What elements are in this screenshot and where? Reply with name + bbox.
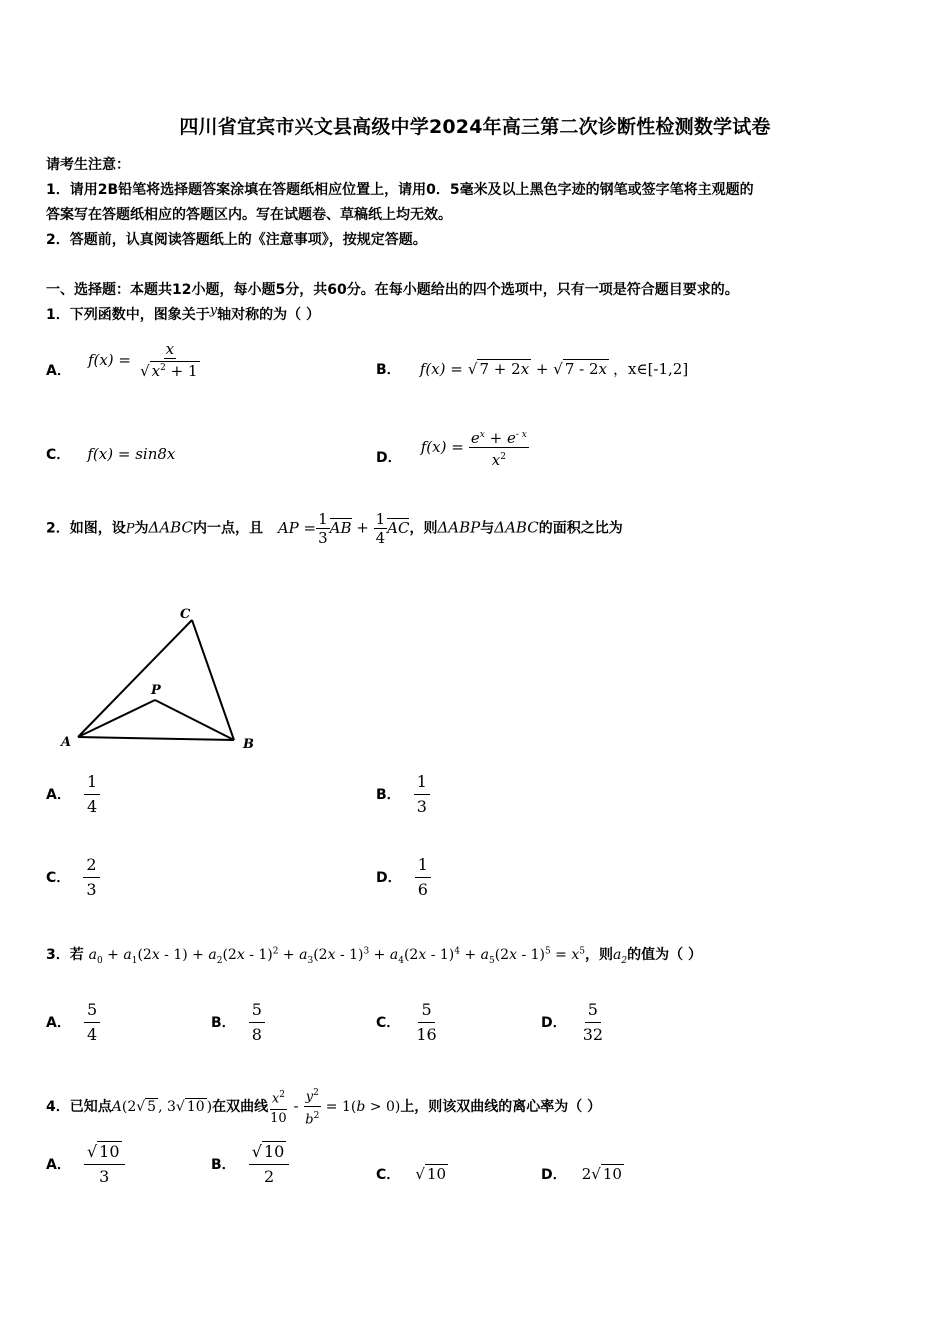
q1-option-b[interactable] [376,358,688,379]
figure-label-c: C [180,607,191,622]
notice-heading: 请考生注意： [46,157,130,173]
q3-label-d: D． [541,1015,567,1031]
segment-ac [78,620,192,737]
q2-prefix: 2．如图，设 [46,520,126,537]
figure-label-p: P [151,683,161,698]
q2-point-p: P [125,521,135,537]
q1-d-lhs: f(x) = [420,438,464,456]
q2-triangle-abc: ΔABC [148,518,193,537]
q1-label-c: C． [46,447,71,463]
q2-label-c: C． [46,870,71,886]
q4-frac-x: $\frac{x^2}{10}$ [268,1086,289,1127]
q1-label-a: A． [46,362,71,379]
q1-d-den: $x^2$ [491,451,506,469]
q4-option-d[interactable] [541,1164,624,1184]
q4-option-b[interactable] [211,1140,289,1189]
q2-mid3: ，则 [409,520,438,537]
q1-d-fraction [469,426,529,469]
q4-label-c: C． [376,1167,401,1183]
q1-b-rhs: √ 7 + 2x + √ 7 - 2x [467,360,607,378]
segment-ab [78,737,234,740]
q1-prefix: 1．下列函数中，图象关于 [46,307,210,323]
question-4-stem: 4．已知点A(2√ 5 , 3√ 10 )在双曲线 $\frac{x^2}{10}$ - $\frac{y^2}{b^2}$ = 1(b > 0)上，则该双曲线的离心率为（ ） [46,1084,601,1130]
q1-b-domain: ，x∈[-1,2] [613,360,689,378]
page-title: 四川省宜宾市兴文县高级中学2024年高三第二次诊断性检测数学试卷 [179,116,771,138]
q3-c-fraction: $\frac{5}{16}$ [416,1000,437,1044]
q4-frac-y: $\frac{y^2}{b^2}$ [303,1084,321,1130]
q2-mid1: 为 [134,520,149,537]
q3-a-fraction: $\frac{5}{4}$ [84,998,100,1047]
q4-eq-rhs: = 1(b > 0) [321,1098,401,1115]
q2-option-a[interactable] [46,770,100,819]
q1-d-num: $e^x + e^{- x}$ [469,426,529,448]
q4-option-c[interactable] [376,1164,448,1184]
q2-vector-ab: AB [329,518,352,537]
question-2-stem: 2．如图，设P为ΔABC内一点，且 AP = $\frac{1}{3}$ AB + $\frac{1}{4}$ AC，则ΔABP与ΔABC的面积之比为 [46,510,623,547]
q2-option-d[interactable] [376,853,431,902]
q1-option-d[interactable] [376,426,529,469]
notice-item-2: 2．答题前，认真阅读答题纸上的《注意事项》，按规定答题。 [46,232,427,248]
q2-frac-1-4: $\frac{1}{4}$ [375,510,386,547]
q4-mid: 在双曲线 [212,1098,269,1115]
q4-prefix: 4．已知点 [46,1098,112,1115]
q1-suffix: 轴对称的为（ ） [217,307,320,323]
q1-option-a[interactable] [46,340,202,380]
q1-label-d: D． [376,450,402,466]
q1-label-b: B． [376,362,401,378]
q1-a-num: x [165,340,175,358]
q4-option-a[interactable] [46,1140,125,1189]
q4-b-fraction: $\frac{√ 10}{2}$ [249,1140,290,1189]
q3-option-d[interactable] [541,998,606,1047]
figure-label-a: A [61,735,72,750]
q1-b-lhs: f(x) = [419,360,463,378]
q2-d-fraction: $\frac{1}{6}$ [415,853,431,902]
q1-a-lhs: f(x) = [87,350,131,369]
q4-label-d: D． [541,1167,567,1183]
q2-triangle-abp: ΔABP [437,518,481,537]
q4-label-b: B． [211,1157,236,1173]
q2-label-b: B． [376,787,401,803]
q2-c-fraction: $\frac{2}{3}$ [83,853,99,902]
q3-option-b[interactable] [211,998,265,1047]
q1-a-den: √ $x^2 + 1$ [140,362,198,380]
notice-item-1-line-1: 1．请用2B铅笔将选择题答案涂填在答题纸相应位置上，请用0．5毫米及以上黑色字迹的钢笔或签字笔将主观题的 [46,182,754,198]
q2-suffix: 的面积之比为 [538,520,623,537]
q4-label-a: A． [46,1157,71,1173]
q2-mid2: 内一点，且 [192,520,263,537]
q3-label-b: B． [211,1015,236,1031]
q2-label-a: A． [46,787,71,803]
q3-prefix: 3．若 [46,947,84,963]
q2-b-fraction: $\frac{1}{3}$ [414,770,430,819]
question-3-stem [46,944,702,966]
q3-suffix-b: 的值为（ ） [627,947,702,963]
q2-triangle-abc-2: ΔABC [494,518,539,537]
q4-point: A(2√ 5 , 3√ 10 ) [111,1098,213,1115]
q3-equation: $a_0 + a_1(2x - 1) + a_2(2x - 1)^2 + a_3(2x - 1)^3 + a_4(2x - 1)^4 + a_5(2x - 1)^5 = x^5$ [88,946,586,966]
q4-suffix: 上，则该双曲线的离心率为（ ） [400,1098,602,1115]
section-1-heading: 一、选择题：本题共12小题，每小题5分，共60分。在每小题给出的四个选项中，只有一项是符合题目要求的。 [46,282,739,298]
q3-label-c: C． [376,1015,401,1031]
q3-option-a[interactable] [46,998,100,1047]
q2-triangle-figure [55,600,275,760]
q3-b-fraction: $\frac{5}{8}$ [249,998,265,1047]
q4-a-fraction: $\frac{√ 10}{3}$ [84,1140,125,1189]
q3-d-fraction: $\frac{5}{32}$ [582,1000,604,1044]
q1-option-c[interactable] [46,444,175,464]
q2-option-c[interactable] [46,853,100,902]
q1-a-fraction [138,340,201,380]
notice-item-1-line-2: 答案写在答题纸相应的答题区内。写在试题卷、草稿纸上均无效。 [46,207,452,223]
q2-mid4: 与 [480,520,495,537]
q1-c-expr: f(x) = sin8x [87,445,176,463]
q2-vector-ac: AC [387,518,410,537]
segment-ap [78,700,155,737]
question-1-stem [46,303,320,324]
q3-option-c[interactable] [376,998,440,1047]
figure-label-b: B [243,737,254,752]
q1-var: y [209,303,218,318]
q3-var: $a_2$ [613,947,628,966]
q2-option-b[interactable] [376,770,430,819]
q2-frac-1-3: $\frac{1}{3}$ [318,510,328,547]
q4-c-value: √ 10 [415,1165,447,1183]
q2-a-fraction: $\frac{1}{4}$ [84,770,100,819]
q3-suffix-a: ，则 [585,947,614,963]
q2-eq-lhs: AP = [277,518,317,537]
q3-label-a: A． [46,1015,71,1031]
q2-label-d: D． [376,870,402,886]
q4-d-value: 2√ 10 [581,1165,622,1183]
